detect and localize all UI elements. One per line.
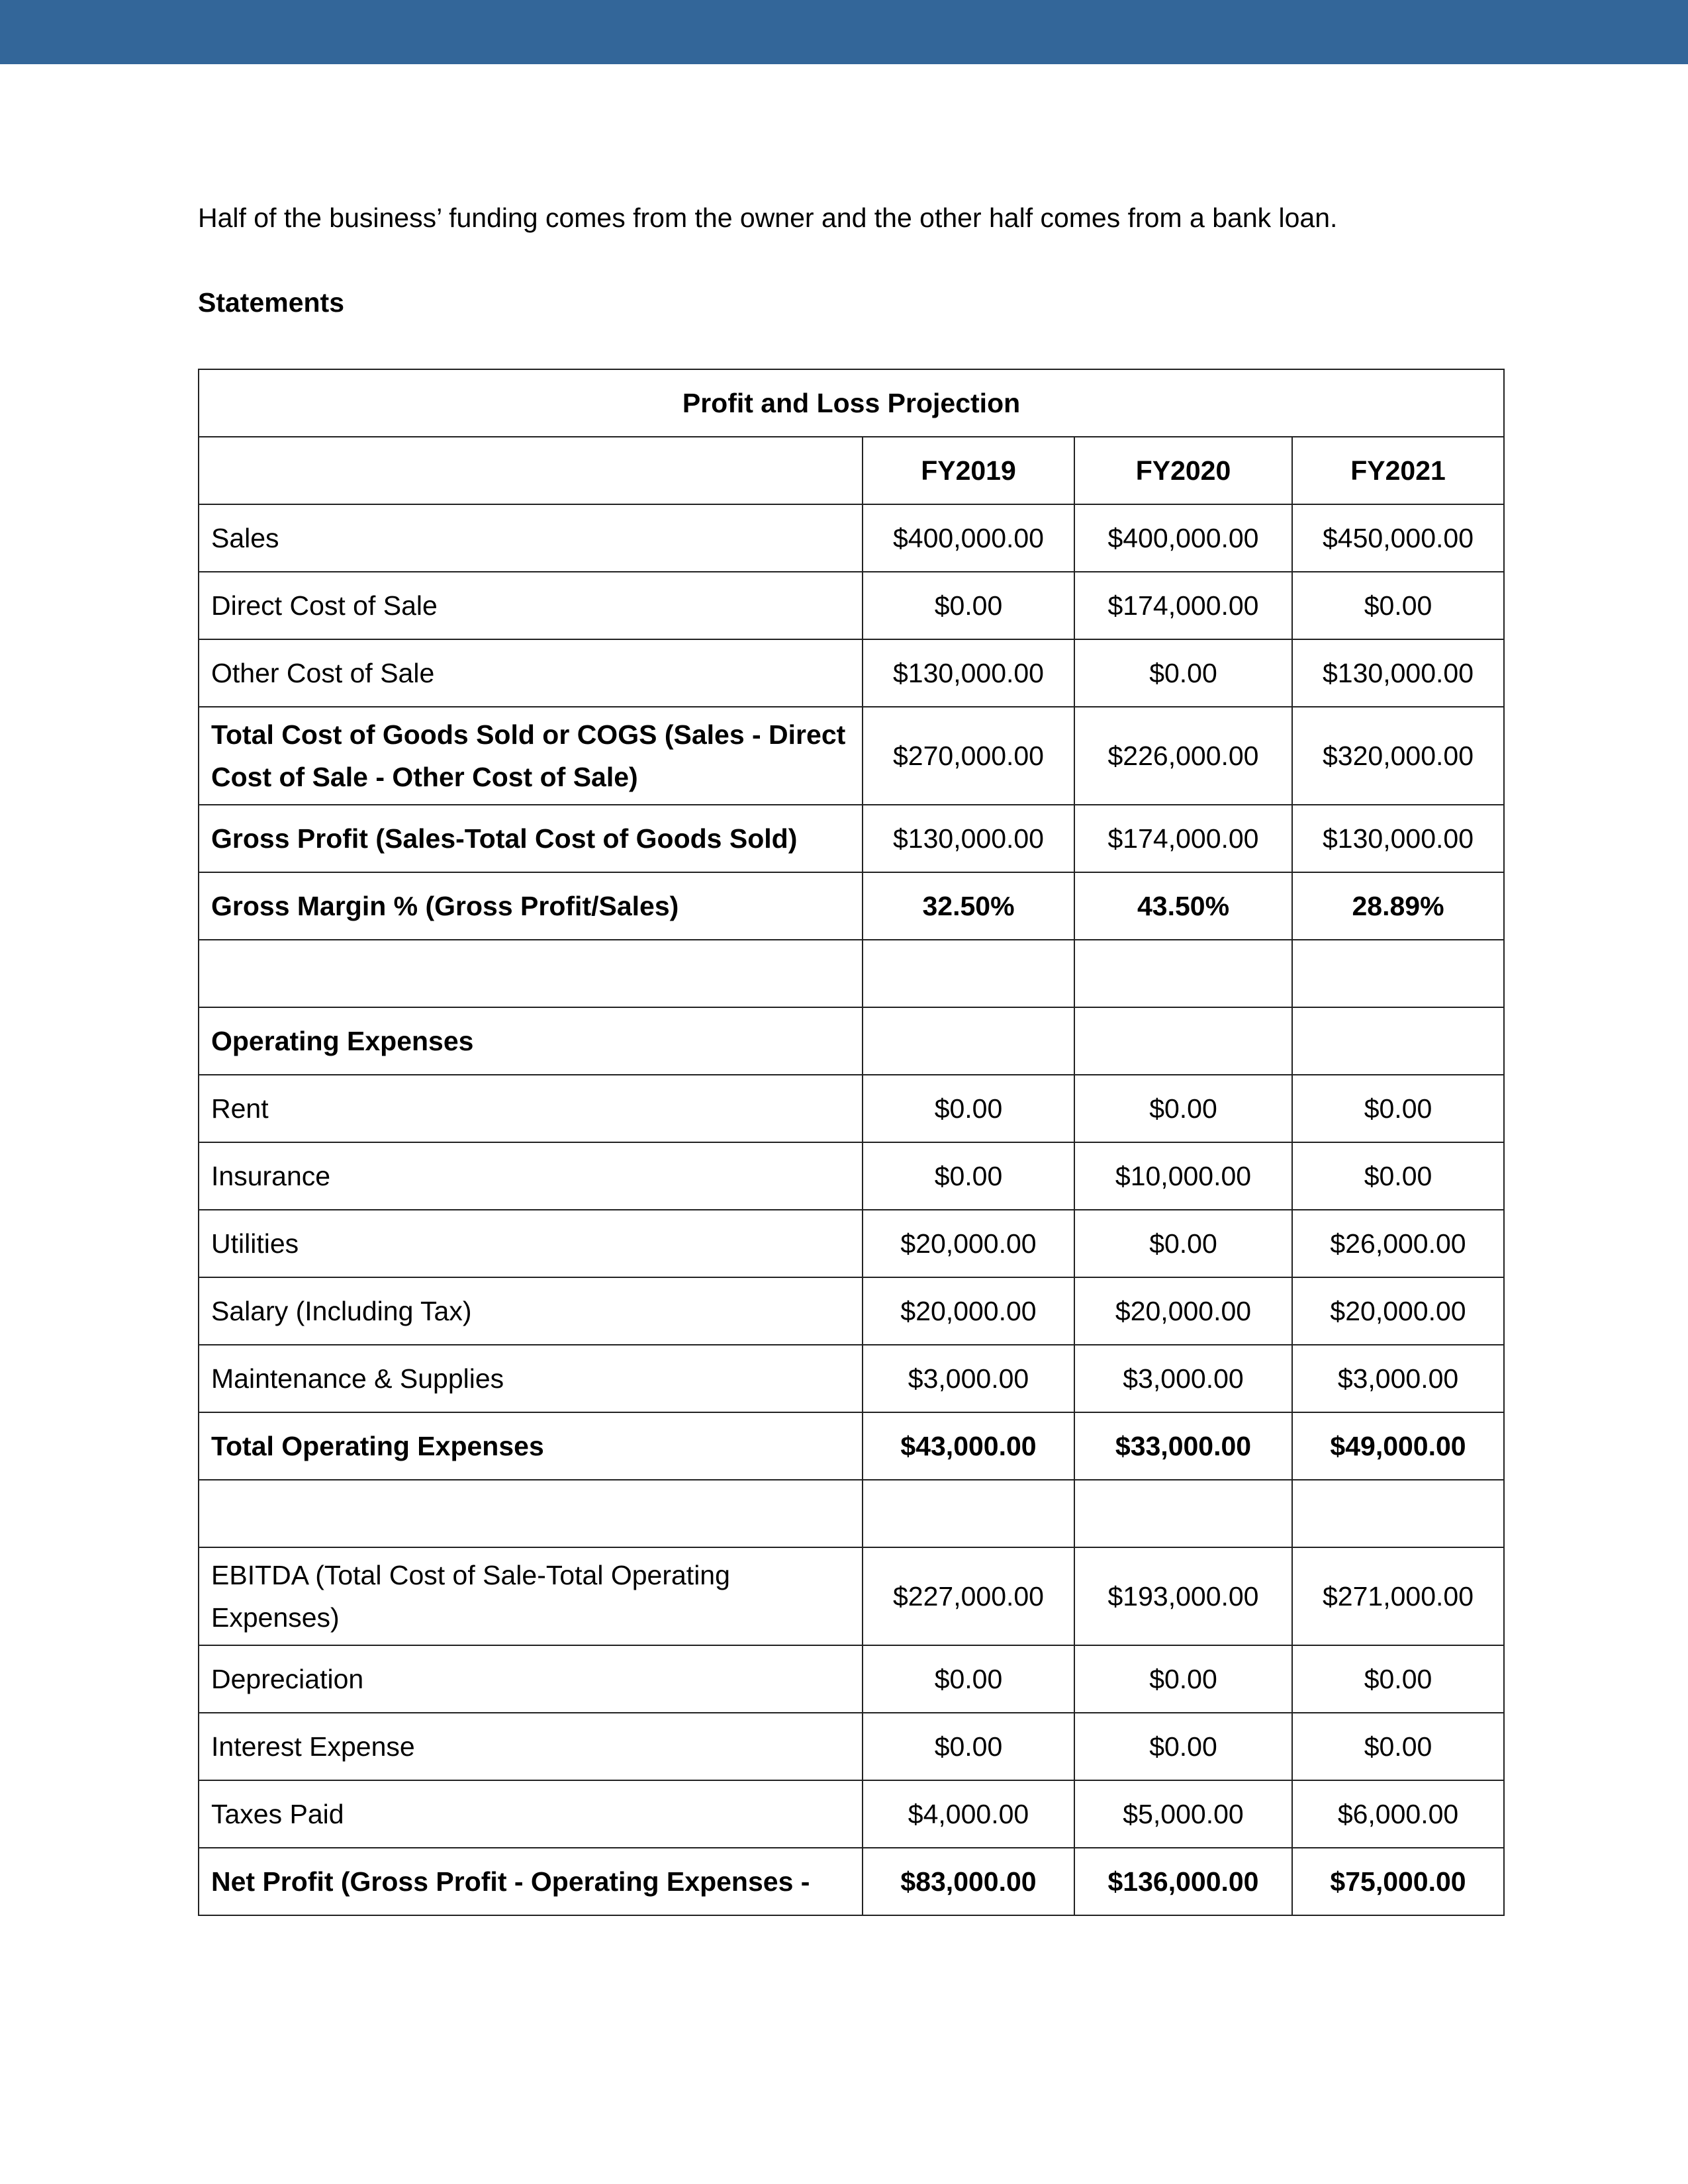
row-label: Insurance [199, 1142, 863, 1210]
row-value: $0.00 [1074, 1713, 1292, 1780]
row-value: $0.00 [863, 1142, 1074, 1210]
row-value: $0.00 [1292, 1645, 1504, 1713]
row-value: $0.00 [863, 1075, 1074, 1142]
row-value: $136,000.00 [1074, 1848, 1292, 1915]
row-label [199, 1480, 863, 1547]
row-value [863, 1007, 1074, 1075]
row-value: 28.89% [1292, 872, 1504, 940]
header-blank-cell [199, 437, 863, 504]
table-row [199, 504, 1504, 572]
row-value: 32.50% [863, 872, 1074, 940]
row-value: $0.00 [863, 1645, 1074, 1713]
table-row [199, 1007, 1504, 1075]
table-row [199, 639, 1504, 707]
row-label: Operating Expenses [199, 1007, 863, 1075]
table-row [199, 1645, 1504, 1713]
row-value [1074, 1480, 1292, 1547]
column-header: FY2021 [1292, 437, 1504, 504]
table-row [199, 1142, 1504, 1210]
row-value: $0.00 [1292, 1075, 1504, 1142]
row-value: $0.00 [1074, 1645, 1292, 1713]
row-label: Utilities [199, 1210, 863, 1277]
row-label: Gross Margin % (Gross Profit/Sales) [199, 872, 863, 940]
row-label: Gross Profit (Sales-Total Cost of Goods Sold) [199, 805, 863, 872]
row-value: $271,000.00 [1292, 1547, 1504, 1645]
row-value: $20,000.00 [863, 1277, 1074, 1345]
row-value: $5,000.00 [1074, 1780, 1292, 1848]
table-row [199, 1412, 1504, 1480]
row-value: $43,000.00 [863, 1412, 1074, 1480]
table-row [199, 1345, 1504, 1412]
row-value [1292, 940, 1504, 1007]
row-label: Total Operating Expenses [199, 1412, 863, 1480]
row-value: $0.00 [1074, 1075, 1292, 1142]
row-value: $0.00 [1292, 572, 1504, 639]
row-value: $320,000.00 [1292, 707, 1504, 805]
row-value [863, 1480, 1074, 1547]
intro-paragraph: Half of the business’ funding comes from the owner and the other half comes from a bank loan. [198, 203, 1338, 233]
column-header: FY2019 [863, 437, 1074, 504]
table-row [199, 805, 1504, 872]
row-label: EBITDA (Total Cost of Sale-Total Operating Expenses) [199, 1547, 863, 1645]
row-value: $3,000.00 [1074, 1345, 1292, 1412]
row-value: 43.50% [1074, 872, 1292, 940]
row-value: $20,000.00 [1074, 1277, 1292, 1345]
row-value: $20,000.00 [863, 1210, 1074, 1277]
row-value [863, 940, 1074, 1007]
row-value: $49,000.00 [1292, 1412, 1504, 1480]
row-label: Sales [199, 504, 863, 572]
table-row [199, 872, 1504, 940]
row-label: Direct Cost of Sale [199, 572, 863, 639]
row-value: $0.00 [1292, 1713, 1504, 1780]
column-header: FY2020 [1074, 437, 1292, 504]
profit-loss-table [198, 369, 1505, 1916]
table-row [199, 1547, 1504, 1645]
row-label: Other Cost of Sale [199, 639, 863, 707]
row-value: $6,000.00 [1292, 1780, 1504, 1848]
row-value: $193,000.00 [1074, 1547, 1292, 1645]
row-value: $33,000.00 [1074, 1412, 1292, 1480]
row-value: $130,000.00 [1292, 639, 1504, 707]
row-value: $3,000.00 [1292, 1345, 1504, 1412]
table-row [199, 1848, 1504, 1915]
row-value [1074, 940, 1292, 1007]
row-label: Net Profit (Gross Profit - Operating Expenses - [199, 1848, 863, 1915]
row-value: $0.00 [1292, 1142, 1504, 1210]
table-row [199, 1780, 1504, 1848]
row-value: $83,000.00 [863, 1848, 1074, 1915]
row-label: Maintenance & Supplies [199, 1345, 863, 1412]
row-value: $174,000.00 [1074, 805, 1292, 872]
row-value: $270,000.00 [863, 707, 1074, 805]
row-label: Interest Expense [199, 1713, 863, 1780]
table-row [199, 572, 1504, 639]
row-label: Salary (Including Tax) [199, 1277, 863, 1345]
table-row [199, 1713, 1504, 1780]
row-value: $0.00 [863, 572, 1074, 639]
row-value: $227,000.00 [863, 1547, 1074, 1645]
row-value: $0.00 [863, 1713, 1074, 1780]
table-header-row [199, 437, 1504, 504]
header-band [0, 0, 1688, 64]
table-row [199, 707, 1504, 805]
row-value: $130,000.00 [863, 805, 1074, 872]
row-label: Depreciation [199, 1645, 863, 1713]
table-title: Profit and Loss Projection [199, 369, 1504, 437]
table-row [199, 940, 1504, 1007]
row-value: $226,000.00 [1074, 707, 1292, 805]
row-value: $130,000.00 [863, 639, 1074, 707]
row-value: $174,000.00 [1074, 572, 1292, 639]
row-label: Rent [199, 1075, 863, 1142]
table-row [199, 1480, 1504, 1547]
table-title-row [199, 369, 1504, 437]
row-label: Taxes Paid [199, 1780, 863, 1848]
row-value: $20,000.00 [1292, 1277, 1504, 1345]
row-value: $450,000.00 [1292, 504, 1504, 572]
row-value: $26,000.00 [1292, 1210, 1504, 1277]
row-value [1074, 1007, 1292, 1075]
table-row [199, 1277, 1504, 1345]
table-row [199, 1210, 1504, 1277]
row-value: $400,000.00 [863, 504, 1074, 572]
row-value: $0.00 [1074, 639, 1292, 707]
row-value: $0.00 [1074, 1210, 1292, 1277]
row-value: $130,000.00 [1292, 805, 1504, 872]
row-value: $75,000.00 [1292, 1848, 1504, 1915]
row-value: $3,000.00 [863, 1345, 1074, 1412]
row-value [1292, 1007, 1504, 1075]
row-value: $400,000.00 [1074, 504, 1292, 572]
row-label [199, 940, 863, 1007]
section-heading: Statements [198, 287, 345, 318]
row-label: Total Cost of Goods Sold or COGS (Sales - Direct Cost of Sale - Other Cost of Sale) [199, 707, 863, 805]
row-value: $4,000.00 [863, 1780, 1074, 1848]
table-row [199, 1075, 1504, 1142]
row-value [1292, 1480, 1504, 1547]
row-value: $10,000.00 [1074, 1142, 1292, 1210]
